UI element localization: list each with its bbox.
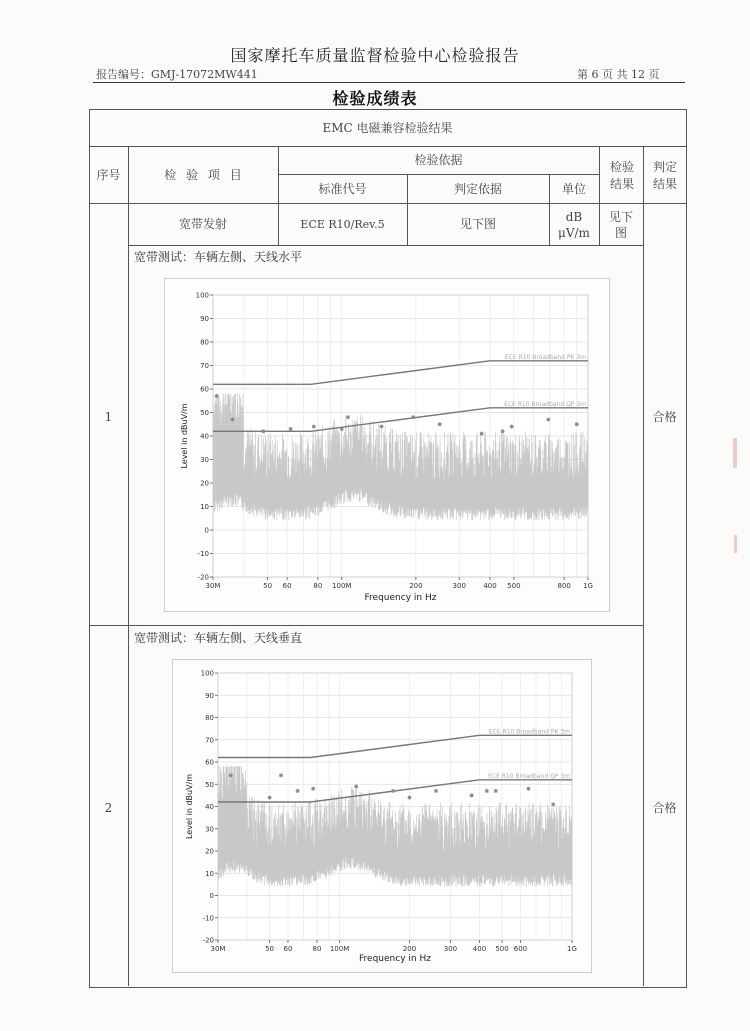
table-rule	[278, 174, 599, 175]
x-tick-label: 50	[263, 582, 273, 590]
x-tick-label: 800	[557, 582, 571, 590]
col-header-unit: 单位	[561, 182, 586, 196]
peak-marker	[434, 789, 438, 793]
peak-marker	[215, 394, 219, 398]
y-tick-label: 10	[200, 503, 209, 511]
seal-fragment	[733, 438, 737, 468]
y-tick-label: -10	[202, 914, 214, 923]
peak-marker	[546, 418, 550, 422]
x-tick-label: 200	[409, 582, 423, 590]
peak-marker	[354, 784, 358, 788]
table-rule	[89, 625, 644, 626]
y-tick-label: 80	[200, 338, 209, 347]
report-header-title: 国家摩托车质量监督检验中心检验报告	[230, 46, 520, 65]
y-tick-label: 90	[200, 315, 209, 323]
peak-marker	[494, 789, 498, 793]
col-header-no: 序号	[96, 168, 121, 182]
peak-marker	[261, 429, 265, 433]
x-tick-label: 500	[495, 945, 509, 953]
x-tick-label: 50	[265, 945, 275, 953]
peak-marker	[229, 773, 233, 777]
test-number-1: 1	[104, 410, 113, 424]
y-tick-label: 20	[200, 479, 209, 488]
y-tick-label: -20	[202, 936, 214, 945]
limit-line-label: ECE R10 Broadband PK 3m	[488, 728, 570, 736]
y-axis-label: Level in dBuV/m	[185, 773, 194, 840]
x-tick-label: 500	[507, 582, 521, 590]
unit-line-1: dB	[565, 210, 583, 224]
y-tick-label: 70	[205, 736, 214, 745]
y-tick-label: 30	[205, 825, 214, 834]
peak-marker	[470, 793, 474, 797]
limit-line-label: ECE R10 Broadband QP 3m	[504, 400, 586, 408]
x-tick-label: 60	[283, 945, 293, 953]
peak-marker	[527, 787, 531, 791]
peak-marker	[438, 422, 442, 426]
page-number: 第 6 页 共 12 页	[577, 68, 660, 81]
y-tick-label: -20	[197, 573, 209, 582]
y-tick-label: 40	[205, 803, 214, 811]
sheet-title: 检验成绩表	[332, 89, 418, 108]
table-rule	[89, 146, 686, 147]
y-tick-label: 10	[205, 869, 214, 878]
result-line-2: 图	[614, 226, 627, 240]
y-tick-label: 60	[200, 385, 209, 394]
y-tick-label: 70	[200, 362, 209, 370]
y-tick-label: 20	[205, 847, 214, 856]
report-number: 报告编号：GMJ-17072MW441	[96, 68, 258, 81]
peak-marker	[575, 422, 579, 426]
y-tick-label: 100	[200, 669, 214, 678]
header-divider	[93, 82, 685, 83]
peak-marker	[391, 789, 395, 793]
judgment-1: 合格	[652, 410, 677, 424]
peak-marker	[551, 802, 555, 806]
y-tick-label: 30	[200, 456, 209, 464]
y-tick-label: -10	[197, 550, 209, 558]
peak-marker	[346, 415, 350, 419]
peak-marker	[411, 415, 415, 419]
x-tick-label: 80	[313, 582, 323, 590]
peak-marker	[480, 432, 484, 436]
peak-marker	[279, 773, 283, 777]
x-tick-label: 300	[452, 582, 466, 590]
y-tick-label: 50	[205, 780, 214, 789]
result-line-1: 见下	[608, 210, 633, 224]
table-rule	[128, 146, 129, 986]
y-tick-label: 0	[209, 892, 214, 900]
x-tick-label: 100M	[332, 582, 352, 590]
peak-marker	[268, 796, 272, 800]
col-header-item: 检 验 项 目	[164, 168, 242, 182]
y-tick-label: 90	[205, 691, 214, 700]
unit-line-2: μV/m	[558, 226, 590, 240]
y-tick-label: 100	[195, 291, 209, 300]
y-tick-label: 40	[200, 432, 209, 441]
peak-marker	[501, 429, 505, 433]
peak-marker	[311, 787, 315, 791]
col-header-result: 检验结果	[609, 160, 634, 191]
peak-marker	[510, 425, 514, 429]
y-tick-label: 60	[205, 758, 214, 767]
x-tick-label: 400	[472, 945, 487, 953]
peak-marker	[379, 425, 383, 429]
limit-line-label: ECE R10 Broadband QP 3m	[488, 772, 570, 780]
y-tick-label: 0	[204, 526, 209, 535]
test-label-1: 宽带测试：车辆左侧、天线水平	[134, 250, 303, 264]
x-tick-label: 80	[312, 945, 322, 953]
col-header-standard: 标准代号	[318, 182, 367, 196]
test-number-2: 2	[104, 801, 113, 815]
peak-marker	[296, 789, 300, 793]
judgment-2: 合格	[652, 801, 677, 815]
y-axis-label: Level in dBuV/m	[180, 403, 189, 469]
table-rule	[89, 203, 686, 204]
peak-marker	[485, 789, 489, 793]
limit-line-label: ECE R10 Broadband PK 3m	[504, 353, 586, 361]
test-label-2: 宽带测试：车辆左侧、天线垂直	[134, 631, 303, 645]
standard-code: ECE R10/Rev.5	[300, 218, 385, 231]
peak-marker	[312, 425, 316, 429]
x-axis-label: Frequency in Hz	[364, 593, 437, 603]
col-header-basis: 检验依据	[414, 153, 463, 167]
x-tick-label: 200	[402, 945, 417, 953]
x-tick-label: 1G	[567, 945, 577, 953]
emission-chart-vertical	[172, 659, 592, 973]
x-tick-label: 400	[483, 582, 497, 590]
x-tick-label: 60	[282, 582, 292, 590]
emission-chart-horizontal	[164, 278, 610, 612]
criteria-value: 见下图	[459, 217, 496, 231]
table-rule	[643, 146, 644, 986]
y-tick-label: 50	[200, 409, 209, 417]
peak-marker	[289, 427, 293, 431]
x-tick-label: 100M	[329, 945, 350, 953]
x-tick-label: 30M	[205, 582, 221, 590]
seal-fragment	[734, 535, 737, 553]
x-tick-label: 600	[513, 945, 528, 953]
y-tick-label: 80	[205, 714, 214, 722]
test-item: 宽带发射	[178, 217, 227, 231]
x-tick-label: 30M	[210, 945, 226, 953]
section-title: EMC 电磁兼容检验结果	[322, 121, 453, 135]
col-header-judgment: 判定结果	[652, 160, 677, 191]
peak-marker	[408, 796, 412, 800]
x-axis-label: Frequency in Hz	[359, 954, 431, 964]
peak-marker	[340, 427, 344, 431]
col-header-criteria: 判定依据	[453, 182, 502, 196]
x-tick-label: 1G	[583, 582, 593, 590]
peak-marker	[230, 418, 234, 422]
x-tick-label: 300	[443, 945, 458, 953]
table-rule	[128, 245, 644, 246]
